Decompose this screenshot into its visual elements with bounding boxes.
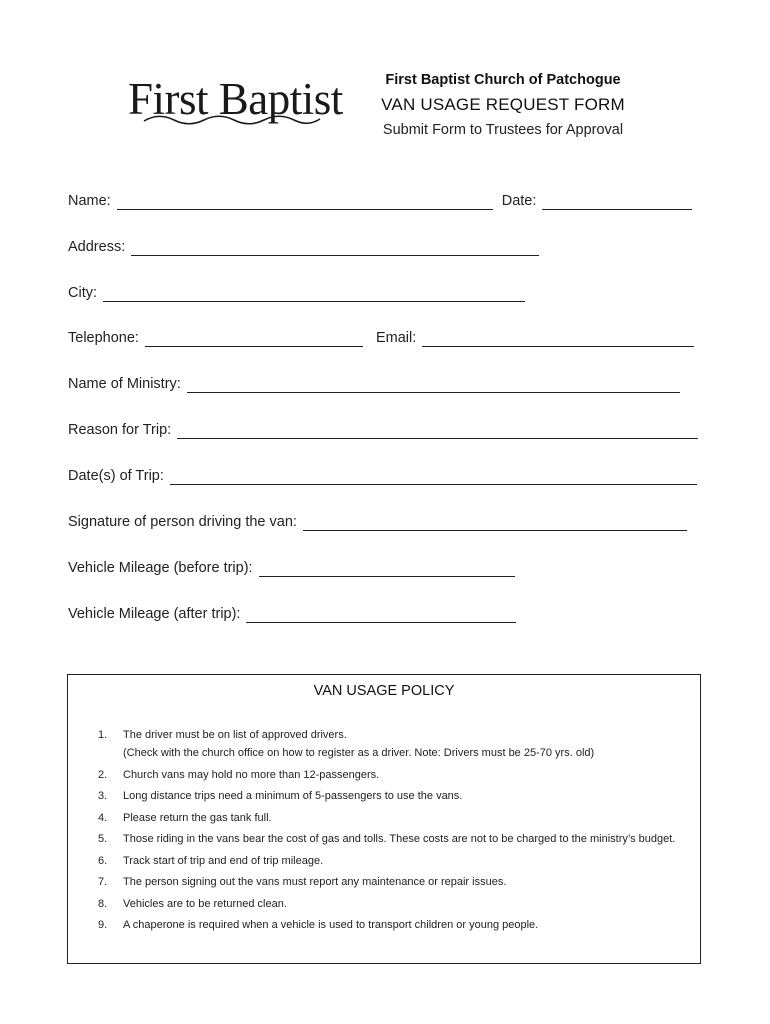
policy-item-text: Those riding in the vans bear the cost of gas and tolls. These costs are not to be charged to the ministry’s budget.	[123, 833, 676, 845]
policy-item-number: 3.	[98, 790, 108, 802]
policy-item-text: The driver must be on list of approved drivers.	[123, 729, 347, 741]
church-name: First Baptist Church of Patchogue	[385, 72, 621, 88]
policy-item-number: 9.	[98, 919, 108, 931]
policy-item	[98, 809, 678, 827]
telephone-row	[68, 323, 694, 347]
policy-item-number: 1.	[98, 729, 108, 741]
ministry-row	[68, 369, 680, 393]
reason-field[interactable]	[177, 422, 698, 439]
address-label: Address:	[68, 239, 126, 255]
policy-item-text: Church vans may hold no more than 12-passengers.	[123, 768, 380, 781]
logo-text: First Baptist	[128, 74, 343, 124]
policy-item	[98, 830, 678, 848]
church-logo	[128, 74, 350, 130]
form-title: VAN USAGE REQUEST FORM	[381, 95, 625, 114]
email-field[interactable]	[422, 330, 694, 347]
policy-item-text: The person signing out the vans must report any maintenance or repair issues.	[123, 876, 507, 888]
policy-item	[98, 787, 678, 805]
policy-title: VAN USAGE POLICY	[313, 683, 455, 699]
policy-item	[98, 895, 678, 913]
ministry-label: Name of Ministry:	[68, 376, 181, 392]
name-label: Name:	[68, 193, 111, 209]
reason-label: Reason for Trip:	[68, 422, 172, 438]
trip-dates-field[interactable]	[170, 468, 697, 485]
van-usage-policy-box	[67, 674, 701, 964]
policy-item-text: Please return the gas tank full.	[123, 811, 272, 824]
address-field[interactable]	[131, 239, 539, 256]
policy-item-note: (Check with the church office on how to register as a driver. Note: Drivers must be 25-70 yrs. old)	[123, 747, 595, 759]
policy-item-number: 5.	[98, 833, 108, 845]
policy-item-text: Vehicles are to be returned clean.	[123, 897, 287, 910]
policy-item	[98, 766, 678, 784]
policy-item-text: Track start of trip and end of trip mileage.	[123, 854, 324, 867]
trip-dates-row	[68, 461, 697, 485]
form-header	[370, 70, 636, 141]
name-row	[68, 186, 692, 210]
policy-item	[98, 726, 678, 762]
policy-item	[98, 916, 678, 934]
email-label: Email:	[375, 330, 417, 346]
policy-item-number: 4.	[98, 811, 108, 824]
mileage-after-label: Vehicle Mileage (after trip):	[68, 606, 241, 622]
mileage-before-field[interactable]	[259, 560, 515, 577]
mileage-before-label: Vehicle Mileage (before trip):	[68, 560, 253, 576]
signature-label: Signature of person driving the van:	[68, 514, 297, 530]
policy-item-number: 7.	[98, 876, 108, 888]
policy-item-number: 8.	[98, 897, 108, 910]
policy-item-text: Long distance trips need a minimum of 5-passengers to use the vans.	[123, 790, 463, 802]
date-label: Date:	[501, 193, 537, 209]
mileage-after-field[interactable]	[246, 606, 516, 623]
policy-item	[98, 852, 678, 870]
logo-wave-icon	[142, 112, 322, 126]
policy-item	[98, 873, 678, 891]
form-subtitle: Submit Form to Trustees for Approval	[382, 122, 624, 138]
telephone-label: Telephone:	[68, 330, 139, 346]
policy-item-number: 6.	[98, 854, 108, 867]
city-row	[68, 278, 525, 302]
policy-item-text: A chaperone is required when a vehicle is used to transport children or young people.	[123, 919, 539, 931]
ministry-field[interactable]	[187, 376, 680, 393]
policy-list	[98, 726, 678, 938]
signature-row	[68, 507, 687, 531]
mileage-after-row	[68, 599, 516, 623]
policy-item-number: 2.	[98, 768, 108, 781]
telephone-field[interactable]	[145, 330, 363, 347]
mileage-before-row	[68, 553, 515, 577]
trip-dates-label: Date(s) of Trip:	[68, 468, 164, 484]
date-field[interactable]	[542, 193, 692, 210]
city-field[interactable]	[103, 285, 525, 302]
city-label: City:	[68, 285, 97, 301]
reason-row	[68, 415, 698, 439]
name-field[interactable]	[117, 193, 493, 210]
address-row	[68, 232, 539, 256]
signature-field[interactable]	[303, 514, 687, 531]
